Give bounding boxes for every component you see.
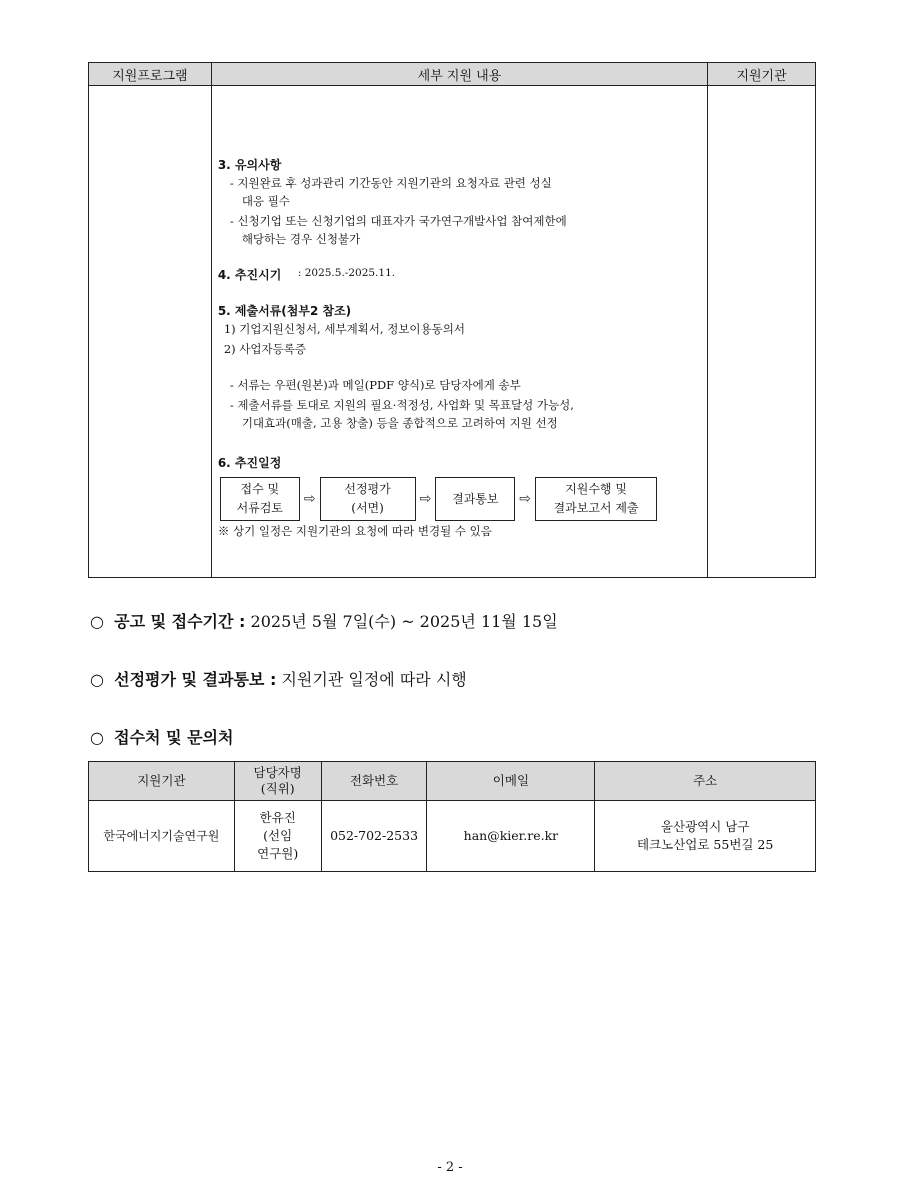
bullet-icon: ○ (90, 612, 104, 631)
notice-text: 지원기관 일정에 따라 시행 (281, 670, 467, 689)
documents-line: 1) 기업지원신청서, 세부계획서, 정보이용동의서 (223, 322, 465, 336)
notice-contact (90, 725, 233, 748)
header-org: 지원기관 (89, 762, 235, 801)
cell-email: han@kier.re.kr (427, 801, 595, 872)
caution-line: - 신청기업 또는 신청기업의 대표자가 국가연구개발사업 참여제한에 (229, 214, 567, 228)
documents-line: - 제출서류를 토대로 지원의 필요·적정성, 사업화 및 목표달성 가능성, (229, 398, 574, 412)
caution-line: 해당하는 경우 신청불가 (241, 232, 361, 246)
contact-table (88, 761, 816, 872)
schedule-flow (220, 477, 657, 521)
header-detail: 세부 지원 내용 (211, 63, 707, 86)
documents-line: 기대효과(매출, 고용 창출) 등을 종합적으로 고려하여 지원 선정 (241, 416, 558, 430)
cell-phone: 052-702-2533 (321, 801, 427, 872)
notice-application-period (90, 609, 558, 632)
cell-org: 한국에너지기술연구원 (89, 801, 235, 872)
program-cell (89, 86, 212, 578)
schedule-note: ※ 상기 일정은 지원기관의 요청에 따라 변경될 수 있음 (217, 524, 492, 538)
flow-step-evaluation: 선정평가 (서면) (320, 477, 416, 521)
notice-selection (90, 667, 467, 690)
flow-step-receipt: 접수 및 서류검토 (220, 477, 300, 521)
notice-label: 접수처 및 문의처 (114, 728, 234, 747)
support-program-table (88, 62, 816, 578)
right-arrow-icon: ⇨ (519, 491, 532, 507)
documents-title: 5. 제출서류(첨부2 참조) (217, 304, 352, 318)
header-address: 주소 (595, 762, 816, 801)
page-number: - 2 - (437, 1160, 463, 1175)
detail-cell (211, 86, 707, 578)
caution-line: 대응 필수 (241, 194, 290, 208)
bullet-icon: ○ (90, 728, 104, 747)
cell-contact-person: 한유진 (선임 연구원) (234, 801, 321, 872)
header-email: 이메일 (427, 762, 595, 801)
flow-step-result: 결과통보 (435, 477, 515, 521)
header-program: 지원프로그램 (89, 63, 212, 86)
table-row (89, 801, 816, 872)
cell-address: 울산광역시 남구 테크노산업로 55번길 25 (595, 801, 816, 872)
right-arrow-icon: ⇨ (303, 491, 316, 507)
right-arrow-icon: ⇨ (419, 491, 432, 507)
notice-text: 2025년 5월 7일(수) ~ 2025년 11월 15일 (250, 612, 558, 631)
documents-line: 2) 사업자등록증 (223, 342, 306, 356)
caution-title: 3. 유의사항 (217, 158, 282, 172)
period-title: 4. 추진시기 (217, 268, 282, 282)
header-contact-person: 담당자명 (직위) (234, 762, 321, 801)
header-phone: 전화번호 (321, 762, 427, 801)
period-value: : 2025.5.-2025.11. (297, 267, 396, 279)
bullet-icon: ○ (90, 670, 104, 689)
caution-line: - 지원완료 후 성과관리 기간동안 지원기관의 요청자료 관련 성실 (229, 176, 552, 190)
notice-label: 선정평가 및 결과통보 : (114, 670, 277, 689)
documents-line: - 서류는 우편(원본)과 메일(PDF 양식)로 담당자에게 송부 (229, 378, 521, 392)
schedule-title: 6. 추진일정 (217, 456, 282, 470)
flow-step-execution: 지원수행 및 결과보고서 제출 (535, 477, 657, 521)
header-agency: 지원기관 (708, 63, 816, 86)
notice-label: 공고 및 접수기간 : (114, 612, 246, 631)
agency-cell (708, 86, 816, 578)
